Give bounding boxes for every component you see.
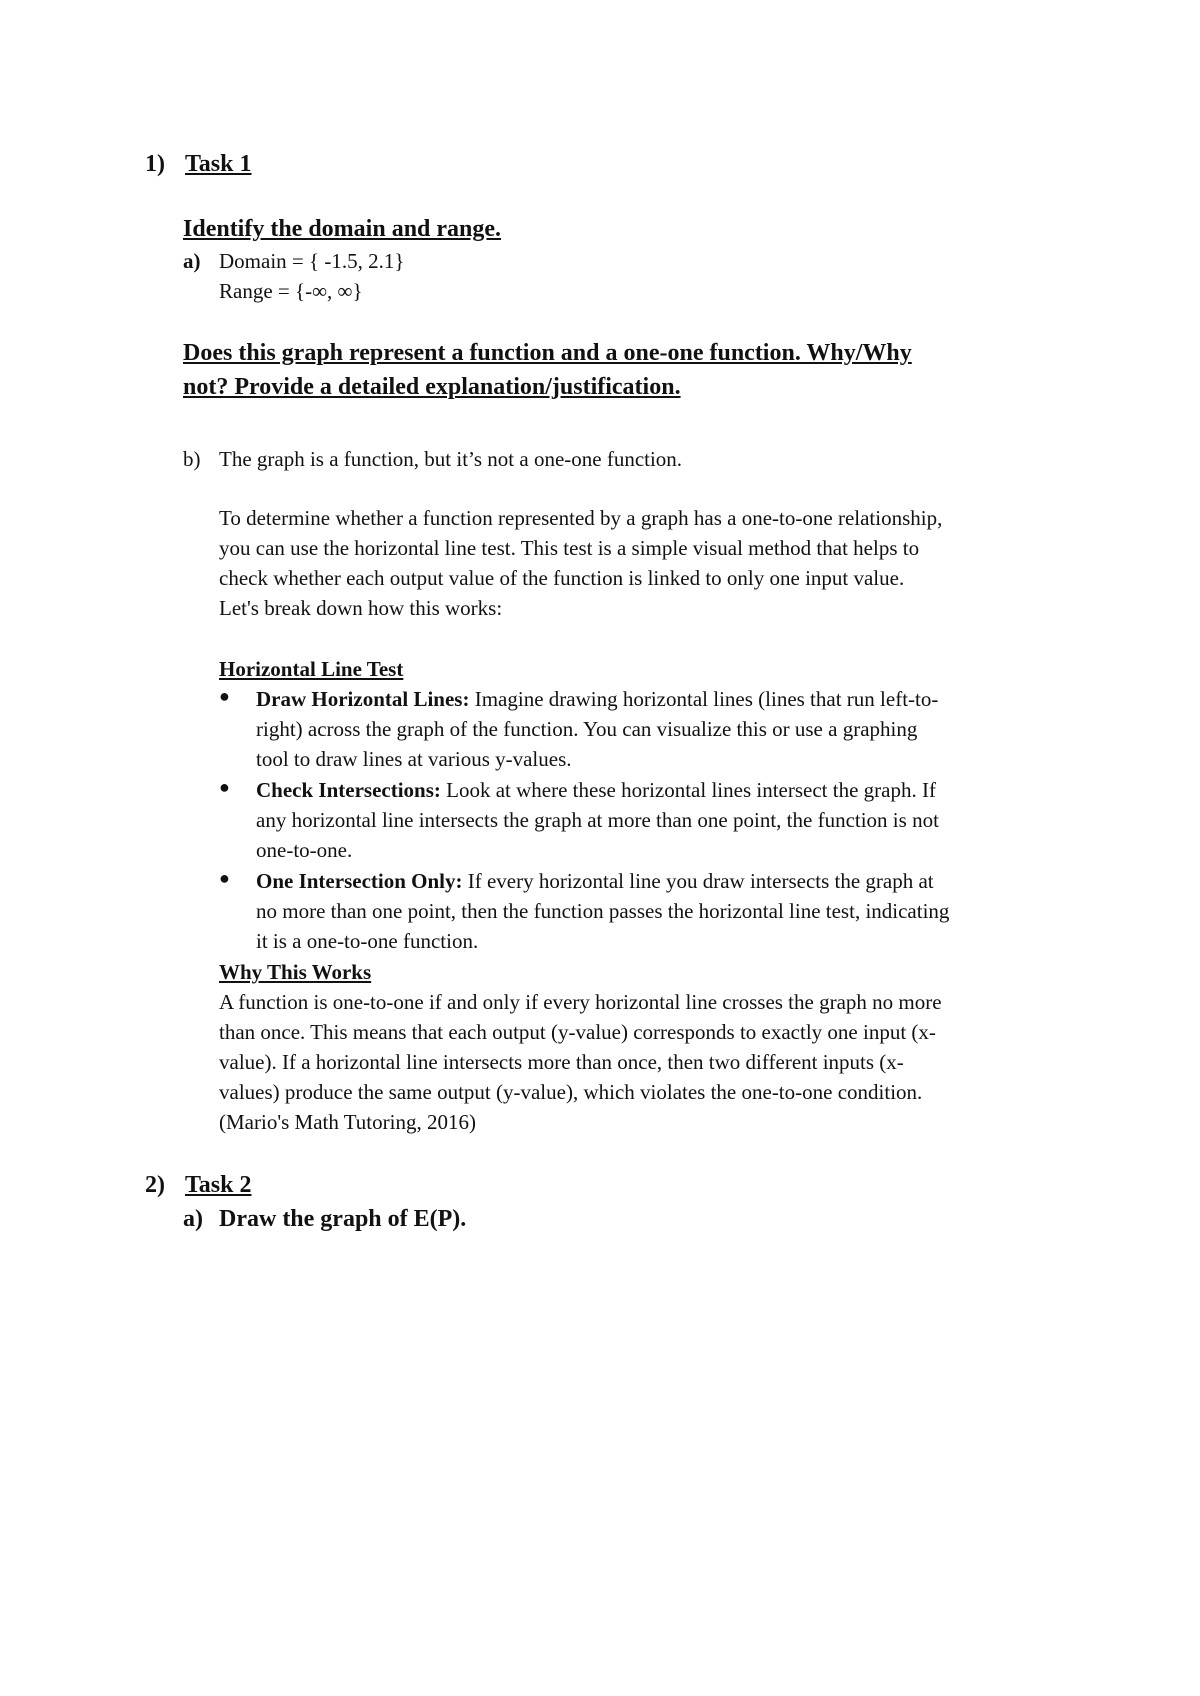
part-b-label: b) xyxy=(183,447,201,471)
range-text: Range = {-∞, ∞} xyxy=(219,279,363,303)
bullet-line: Imagine drawing horizontal lines (lines that run left-to- xyxy=(474,687,939,711)
why-heading: Why This Works xyxy=(219,960,372,984)
bullet-item xyxy=(256,775,1076,865)
bullet-line: one-to-one. xyxy=(256,838,353,862)
why-line: (Mario's Math Tutoring, 2016) xyxy=(219,1110,476,1134)
bullet-dot-icon: ● xyxy=(219,777,230,797)
bullet-dot-icon: ● xyxy=(219,686,230,706)
bullet-title: One Intersection Only: xyxy=(256,869,463,893)
bullet-line: it is a one-to-one function. xyxy=(256,929,479,953)
task1-number: 1) xyxy=(145,151,165,177)
task1-title: Task 1 xyxy=(185,151,252,177)
bullet-item xyxy=(256,866,1076,956)
intro-line: To determine whether a function represented by a graph has a one-to-one relationship, xyxy=(219,506,943,530)
question-line-1: Does this graph represent a function and a one-one function. Why/Why xyxy=(183,340,912,366)
heading-domain-range: Identify the domain and range. xyxy=(183,216,502,242)
why-paragraph xyxy=(219,987,1099,1137)
bullet-line: any horizontal line intersects the graph at more than one point, the function is not xyxy=(256,808,939,832)
part-b-answer: The graph is a function, but it’s not a one-one function. xyxy=(219,447,683,471)
why-line: than once. This means that each output (y-value) corresponds to exactly one input (x- xyxy=(219,1020,936,1044)
task2-part-a-label: a) xyxy=(183,1206,203,1232)
part-a-label: a) xyxy=(183,249,201,273)
bullet-dot-icon: ● xyxy=(219,868,230,888)
task2-number: 2) xyxy=(145,1172,165,1198)
bullet-title: Draw Horizontal Lines: xyxy=(256,687,470,711)
intro-line: you can use the horizontal line test. This test is a simple visual method that helps to xyxy=(219,536,920,560)
why-line: value). If a horizontal line intersects more than once, then two different inputs (x- xyxy=(219,1050,904,1074)
task2-part-a-text: Draw the graph of E(P). xyxy=(219,1206,467,1232)
bullet-line: Look at where these horizontal lines intersect the graph. If xyxy=(446,778,936,802)
intro-line: check whether each output value of the function is linked to only one input value. xyxy=(219,566,905,590)
why-line: A function is one-to-one if and only if every horizontal line crosses the graph no more xyxy=(219,990,942,1014)
task2-title: Task 2 xyxy=(185,1172,252,1198)
intro-paragraph xyxy=(219,503,1059,623)
bullet-line: tool to draw lines at various y-values. xyxy=(256,747,572,771)
bullet-line: no more than one point, then the function passes the horizontal line test, indicating xyxy=(256,899,950,923)
intro-line: Let's break down how this works: xyxy=(219,596,503,620)
domain-text: Domain = { -1.5, 2.1} xyxy=(219,249,405,273)
bullet-line: right) across the graph of the function. You can visualize this or use a graphing xyxy=(256,717,918,741)
bullet-title: Check Intersections: xyxy=(256,778,441,802)
why-line: values) produce the same output (y-value), which violates the one-to-one condition. xyxy=(219,1080,923,1104)
question-line-2: not? Provide a detailed explanation/justification. xyxy=(183,374,681,400)
bullet-line: If every horizontal line you draw intersects the graph at xyxy=(467,869,934,893)
bullet-item xyxy=(256,684,1076,774)
hlt-heading: Horizontal Line Test xyxy=(219,657,404,681)
